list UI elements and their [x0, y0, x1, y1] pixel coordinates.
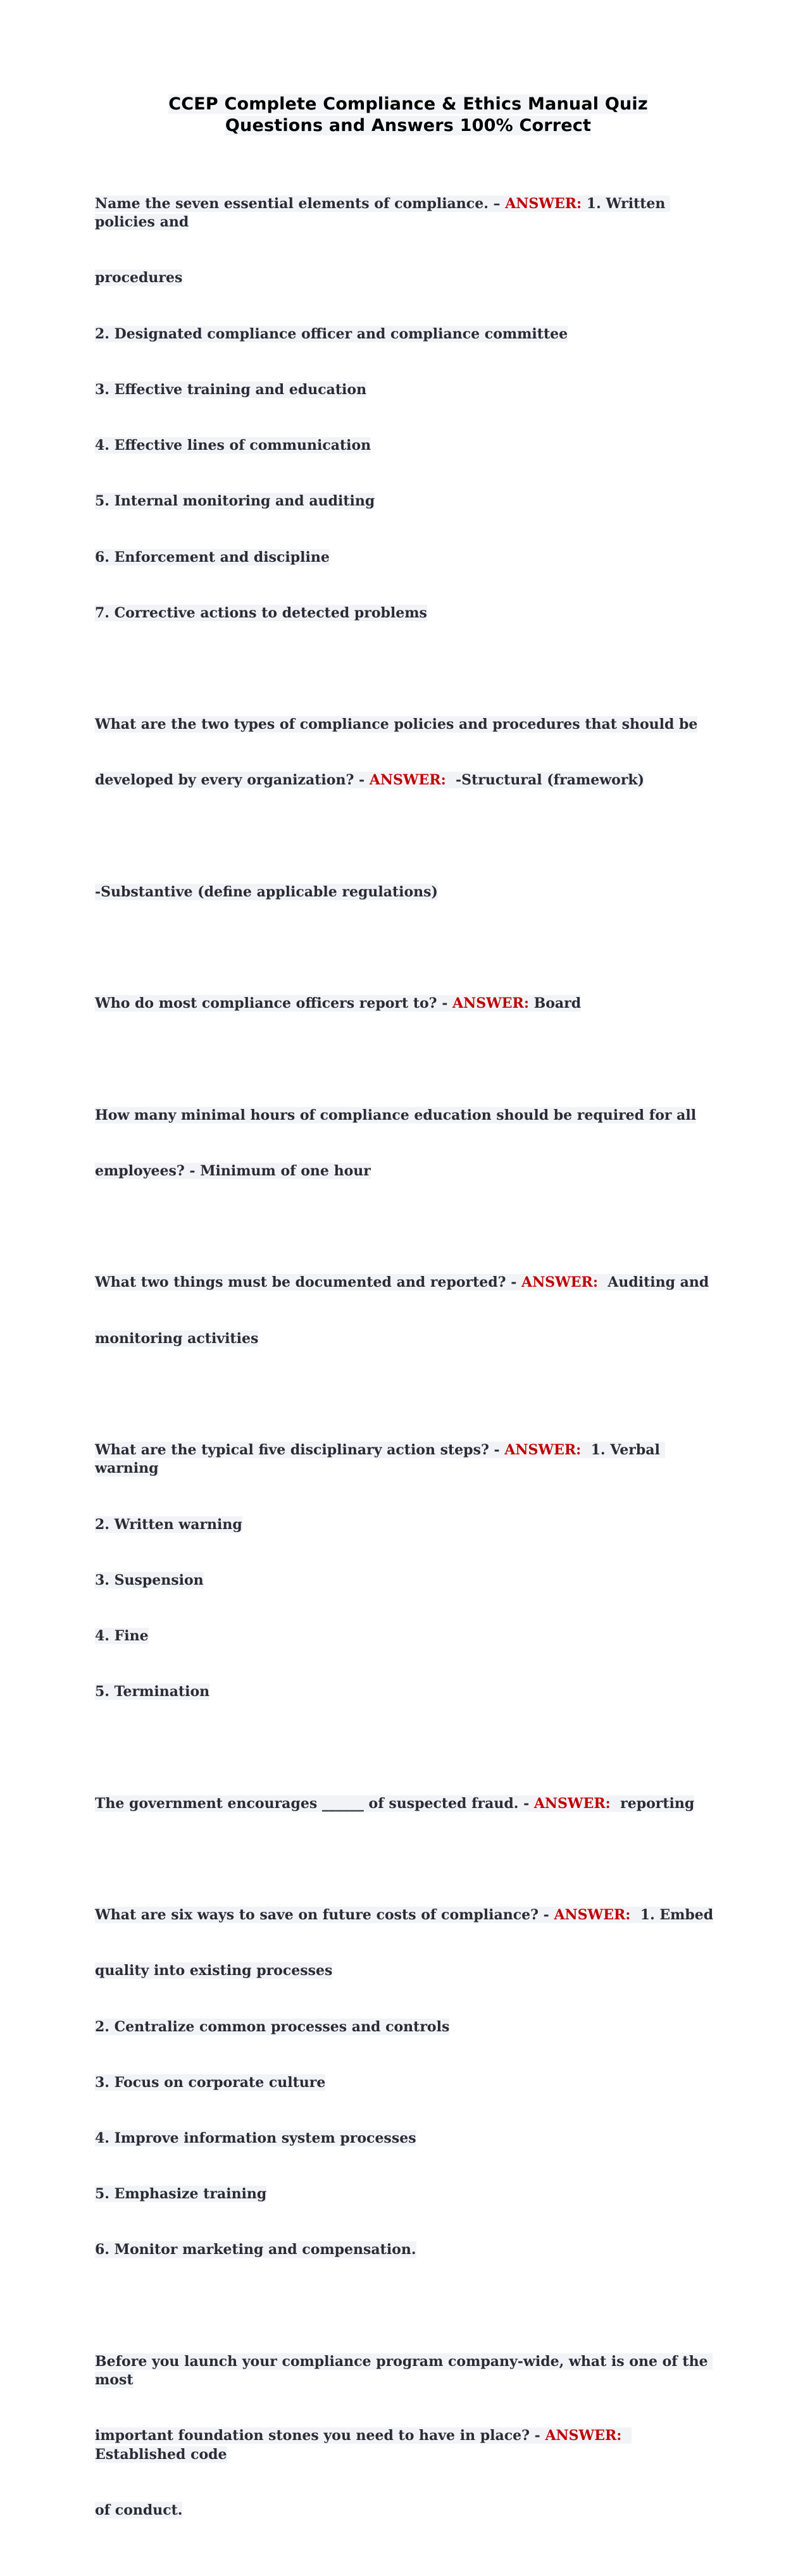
title-line-1: CCEP Complete Compliance & Ethics Manual Quiz [168, 94, 648, 114]
qa-item-documented: What two things must be documented and reported? - ANSWER: Auditing and monitoring activities [95, 1274, 709, 1347]
answer-label: ANSWER: [521, 1274, 598, 1291]
answer-label: ANSWER: [504, 1441, 582, 1458]
qa-item-fraud-reporting: The government encourages ______ of suspected fraud. - ANSWER: reporting [95, 1795, 695, 1812]
page-title [95, 94, 721, 137]
answer-label: ANSWER: [533, 1795, 611, 1812]
qa-item-seven-elements: Name the seven essential elements of compliance. – ANSWER: 1. Written policies and procedures 2. Designated compliance officer and compliance committee 3. Effective training and education 4. Effective lines of communication 5. Internal monitoring and auditing 6. Enforcement and discipline 7. Corrective actions to detected problems [95, 195, 671, 621]
qa-item-policy-types: What are the two types of compliance policies and procedures that should be developed by every organization? - ANSWER: -Structural (framework) [95, 716, 698, 789]
qa-item-policy-types-continued: -Substantive (define applicable regulations) [95, 883, 438, 900]
answer-label: ANSWER: [369, 772, 446, 789]
qa-item-cost-savings: What are six ways to save on future costs of compliance? - ANSWER: 1. Embed quality into existing processes 2. Centralize common processes and controls 3. Focus on corporate culture 4. Improve information system processes 5. Emphasize training 6. Monitor marketing and compensation. [95, 1907, 714, 2258]
title-line-2: Questions and Answers 100% Correct [225, 116, 592, 135]
qa-item-education-hours: How many minimal hours of compliance education should be required for all employees? - Minimum of one hour [95, 1106, 697, 1179]
answer-label: ANSWER: [505, 195, 582, 212]
answer-label: ANSWER: [452, 995, 529, 1012]
qa-item-reporting-line: Who do most compliance officers report to? - ANSWER: Board [95, 995, 582, 1012]
document-page [95, 94, 721, 2576]
qa-item-foundation-stone: Before you launch your compliance program company-wide, what is one of the most important foundation stones you need to have in place? - ANSWER: Established code of conduct. [95, 2353, 713, 2519]
answer-label: ANSWER: [545, 2427, 622, 2444]
qa-item-disciplinary-steps: What are the typical five disciplinary action steps? - ANSWER: 1. Verbal warning 2. Written warning 3. Suspension 4. Fine 5. Termination [95, 1441, 665, 1700]
answer-label: ANSWER: [554, 1907, 631, 1924]
